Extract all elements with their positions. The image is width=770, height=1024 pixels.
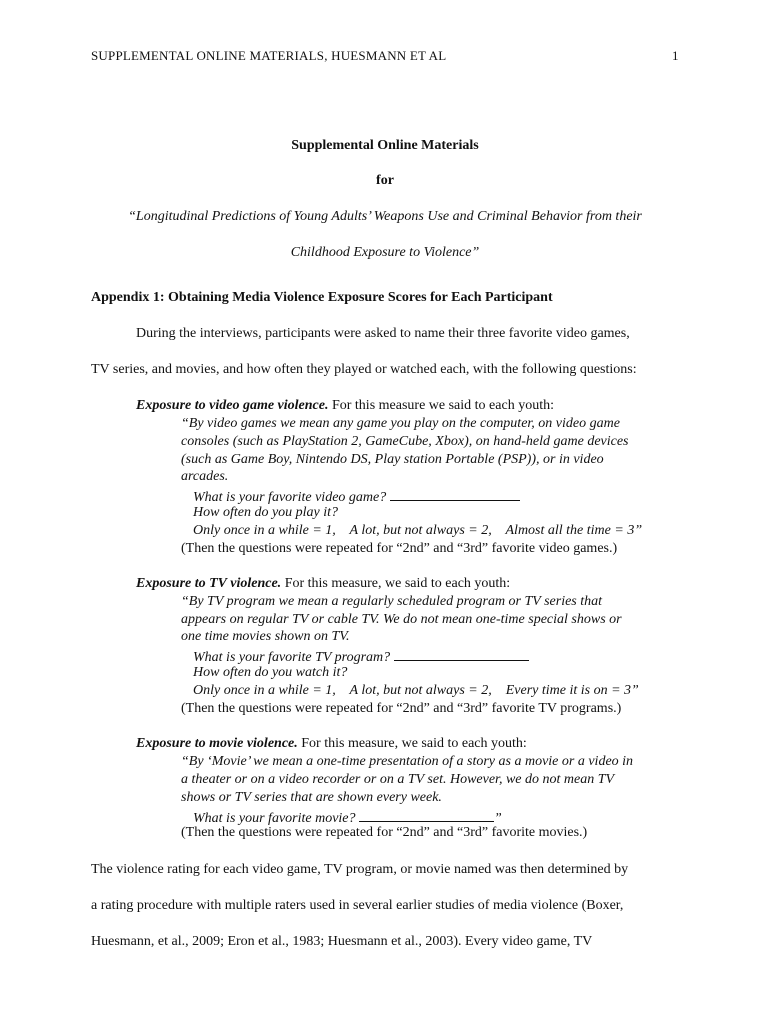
movie-lead: For this measure, we said to each youth: xyxy=(297,736,527,751)
video-game-question-1 xyxy=(193,487,520,506)
tv-label: Exposure to TV violence. xyxy=(136,576,282,591)
tv-question-1 xyxy=(193,647,529,666)
tv-def-2: appears on regular TV or cable TV. We do not mean one-time special shows or xyxy=(181,612,622,627)
answer-blank xyxy=(394,647,529,661)
title-for: for xyxy=(376,173,394,188)
answer-blank xyxy=(390,487,520,501)
tv-def-1: “By TV program we mean a regularly scheduled program or TV series that xyxy=(181,594,603,609)
answer-blank xyxy=(359,808,494,822)
video-game-def-1: “By video games we mean any game you play on the computer, on video game xyxy=(181,416,620,431)
tv-def-3: one time movies shown on TV. xyxy=(181,629,350,644)
subtitle-line-1: “Longitudinal Predictions of Young Adults’ Weapons Use and Criminal Behavior from their xyxy=(128,209,642,224)
tv-options: Only once in a while = 1, A lot, but not always = 2, Every time it is on = 3” xyxy=(193,683,639,698)
tv-lead: For this measure, we said to each youth: xyxy=(281,576,511,591)
movie-q1-text: What is your favorite movie? xyxy=(193,811,356,826)
video-game-def-4: arcades. xyxy=(181,469,229,484)
video-game-def-3: (such as Game Boy, Nintendo DS, Play station Portable (PSP)), or in video xyxy=(181,452,604,467)
video-game-options: Only once in a while = 1, A lot, but not always = 2, Almost all the time = 3” xyxy=(193,523,643,538)
closing-line-1: The violence rating for each video game, TV program, or movie named was then determined by xyxy=(91,862,629,877)
closing-line-2: a rating procedure with multiple raters used in several earlier studies of media violence (Boxer, xyxy=(91,898,624,913)
appendix-heading: Appendix 1: Obtaining Media Violence Exposure Scores for Each Participant xyxy=(91,290,553,305)
tv-heading xyxy=(136,576,510,592)
video-game-q1-text: What is your favorite video game? xyxy=(193,490,387,505)
closing-line-3: Huesmann, et al., 2009; Eron et al., 1983; Huesmann et al., 2003). Every video game, TV xyxy=(91,934,593,949)
intro-line-2: TV series, and movies, and how often they played or watched each, with the following questions: xyxy=(91,362,637,377)
movie-def-3: shows or TV series that are shown every week. xyxy=(181,790,442,805)
movie-repeat-note: (Then the questions were repeated for “2nd” and “3rd” favorite movies.) xyxy=(181,825,588,840)
video-game-def-2: consoles (such as PlayStation 2, GameCube, Xbox), on hand-held game devices xyxy=(181,434,629,449)
tv-repeat-note: (Then the questions were repeated for “2nd” and “3rd” favorite TV programs.) xyxy=(181,701,622,716)
video-game-heading xyxy=(136,398,554,414)
movie-label: Exposure to movie violence. xyxy=(136,736,298,751)
tv-q1-text: What is your favorite TV program? xyxy=(193,650,391,665)
movie-def-2: a theater or on a video recorder or on a TV set. However, we do not mean TV xyxy=(181,772,615,787)
running-head: SUPPLEMENTAL ONLINE MATERIALS, HUESMANN ET AL xyxy=(91,48,447,63)
subtitle-line-2: Childhood Exposure to Violence” xyxy=(290,245,480,260)
movie-q1-close-quote: ” xyxy=(494,811,502,826)
title: Supplemental Online Materials xyxy=(291,138,479,153)
page-number: 1 xyxy=(672,48,679,63)
video-game-label: Exposure to video game violence. xyxy=(136,398,329,413)
intro-line-1: During the interviews, participants were asked to name their three favorite video games, xyxy=(136,326,630,341)
video-game-repeat-note: (Then the questions were repeated for “2nd” and “3rd” favorite video games.) xyxy=(181,541,618,556)
video-game-lead: For this measure we said to each youth: xyxy=(328,398,554,413)
tv-question-2: How often do you watch it? xyxy=(193,665,348,680)
movie-def-1: “By ‘Movie’ we mean a one-time presentation of a story as a movie or a video in xyxy=(181,754,634,769)
movie-heading xyxy=(136,736,527,752)
video-game-question-2: How often do you play it? xyxy=(193,505,339,520)
